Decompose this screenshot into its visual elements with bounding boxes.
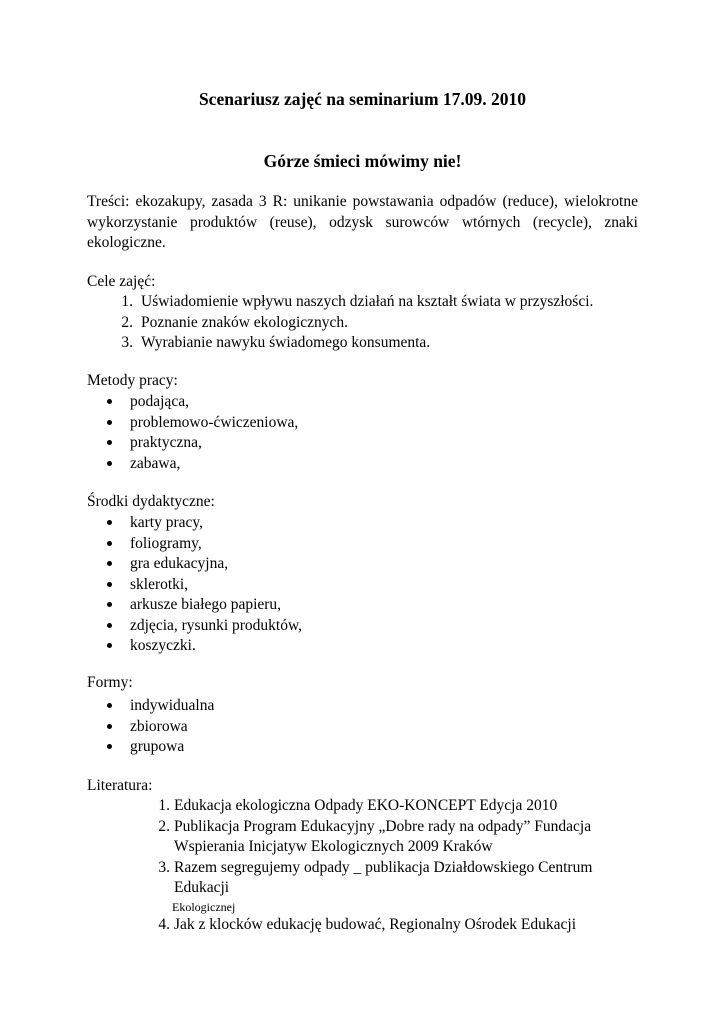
literatura-item-number: 3. bbox=[158, 858, 170, 876]
srodki-item: karty pracy, bbox=[130, 514, 204, 531]
literatura-item-note: Ekologicznej bbox=[172, 899, 236, 914]
literatura-item-text: Razem segregujemy odpady _ publikacja Działdowskiego Centrum Edukacji bbox=[174, 858, 593, 896]
literatura-item-number: 2. bbox=[158, 817, 170, 835]
literatura-item-text: Jak z klocków edukację budować, Regionalny Ośrodek Edukacji bbox=[174, 915, 577, 933]
metody-item: podająca, bbox=[130, 393, 189, 410]
metody-label: Metody pracy: bbox=[87, 372, 178, 389]
srodki-item: gra edukacyjna, bbox=[130, 555, 229, 572]
metody-item: praktyczna, bbox=[130, 434, 202, 451]
formy-list bbox=[130, 696, 630, 758]
srodki-item: arkusze białego papieru, bbox=[130, 596, 282, 613]
cele-label: Cele zajęć: bbox=[87, 273, 156, 290]
cele-item-text: Poznanie znaków ekologicznych. bbox=[141, 313, 349, 331]
cele-item-number: 2. bbox=[121, 313, 133, 331]
literatura-label: Literatura: bbox=[87, 777, 153, 794]
literatura-item bbox=[158, 796, 644, 817]
document-subtitle: Górze śmieci mówimy nie! bbox=[263, 151, 462, 171]
literatura-item bbox=[158, 915, 644, 936]
literatura-item bbox=[158, 858, 644, 915]
literatura-item-text: Edukacja ekologiczna Odpady EKO-KONCEPT Edycja 2010 bbox=[174, 797, 558, 814]
literatura-item-number: 1. bbox=[158, 797, 170, 814]
srodki-label: Środki dydaktyczne: bbox=[87, 493, 215, 510]
metody-item: zabawa, bbox=[130, 454, 181, 472]
cele-item bbox=[121, 292, 661, 313]
cele-item-text: Uświadomienie wpływu naszych działań na kształt świata w przyszłości. bbox=[141, 293, 594, 310]
formy-item: grupowa bbox=[130, 738, 185, 755]
cele-item-text: Wyrabianie nawyku świadomego konsumenta. bbox=[141, 334, 431, 351]
srodki-item: koszyczki. bbox=[130, 637, 196, 654]
cele-item-number: 1. bbox=[121, 293, 133, 310]
srodki-list bbox=[130, 513, 630, 657]
srodki-item: zdjęcia, rysunki produktów, bbox=[130, 616, 303, 634]
formy-item: indywidualna bbox=[130, 697, 215, 714]
cele-item bbox=[121, 313, 661, 334]
cele-item bbox=[121, 333, 661, 354]
literatura-list bbox=[158, 796, 644, 935]
formy-label: Formy: bbox=[87, 674, 133, 691]
cele-list bbox=[121, 292, 661, 354]
formy-item: zbiorowa bbox=[130, 717, 188, 735]
metody-list bbox=[130, 392, 630, 474]
cele-item-number: 3. bbox=[121, 334, 133, 351]
literatura-item-text: Publikacja Program Edukacyjny „Dobre rady na odpady” Fundacja Wspierania Inicjatyw Ekologicznych 2009 Kraków bbox=[174, 817, 592, 855]
srodki-item: sklerotki, bbox=[130, 575, 189, 593]
document-title: Scenariusz zajęć na seminarium 17.09. 2010 bbox=[198, 89, 527, 109]
literatura-item-number: 4. bbox=[158, 915, 170, 933]
srodki-item: foliogramy, bbox=[130, 534, 202, 552]
literatura-item bbox=[158, 817, 644, 858]
tresci-paragraph: Treści: ekozakupy, zasada 3 R: unikanie powstawania odpadów (reduce), wielokrotne wykorzystanie produktów (reuse), odzysk surowców wtórnych (recycle), znaki ekologiczne. bbox=[87, 193, 638, 251]
metody-item: problemowo-ćwiczeniowa, bbox=[130, 413, 299, 431]
